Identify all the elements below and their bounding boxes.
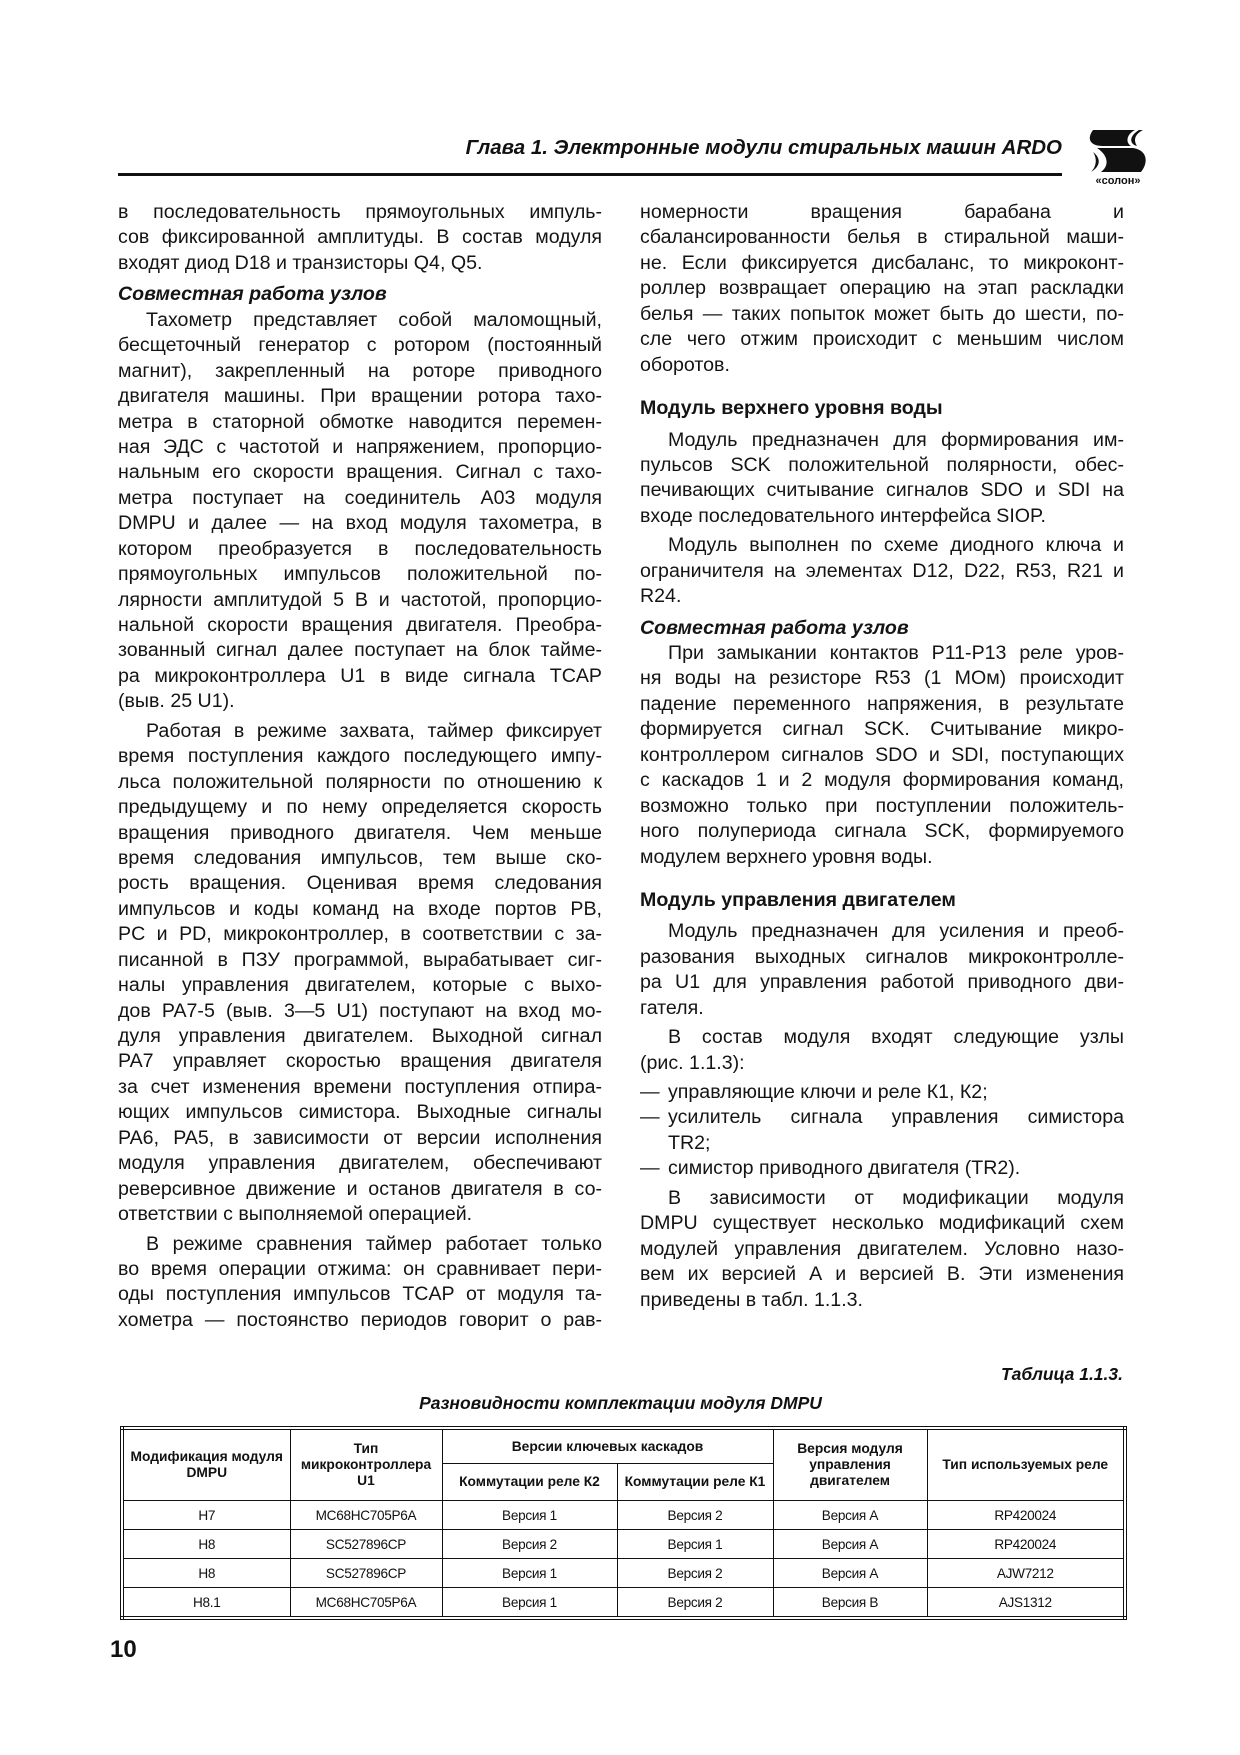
table-row bbox=[122, 1530, 1125, 1559]
text-line: льса положительной полярности по отношению к bbox=[118, 770, 602, 793]
left-text-column bbox=[118, 200, 602, 1333]
bullet-text-line: симистор приводного двигателя (TR2). bbox=[668, 1157, 1021, 1180]
text-line: формируется сигнал SCK. Считывание микро- bbox=[640, 718, 1124, 741]
cell-relay-type: RP420024 bbox=[927, 1530, 1125, 1559]
paragraph-first-line: В состав модуля входят следующие узлы bbox=[668, 1026, 1124, 1049]
text-line: бесщеточный генератор с ротором (постоянный bbox=[118, 334, 602, 357]
text-line: модулем верхнего уровня воды. bbox=[640, 845, 933, 868]
text-line: зованный сигнал далее поступает на блок тайме- bbox=[118, 639, 602, 662]
header-motor-module-version: Версия модуля управления двигателем bbox=[773, 1428, 927, 1501]
cell-modification: H7 bbox=[122, 1501, 290, 1530]
paragraph-first-line: Тахометр представляет собой маломощный, bbox=[146, 308, 602, 331]
text-line: DMPU существует несколько модификаций схем bbox=[640, 1212, 1124, 1235]
text-line: падение переменного напряжения, в результате bbox=[640, 692, 1124, 715]
text-line: разования выходных сигналов микроконтролле- bbox=[640, 945, 1124, 968]
section-heading: Модуль управления двигателем bbox=[640, 888, 956, 911]
header-k2-switching: Коммутации реле К2 bbox=[442, 1464, 617, 1501]
text-line: входе последовательного интерфейса SIOP. bbox=[640, 504, 1046, 527]
text-line: контроллером сигналов SDO и SDI, поступающих bbox=[640, 743, 1124, 766]
paragraph-first-line: Модуль предназначен для усиления и преоб- bbox=[668, 920, 1124, 943]
text-line: дов PA7-5 (выв. 3—5 U1) поступают на вход мо- bbox=[118, 999, 602, 1022]
text-line: сбалансированности белья в стиральной маши- bbox=[640, 226, 1124, 249]
text-line: прямоугольных импульсов положительной по- bbox=[118, 563, 602, 586]
bullet-text bbox=[668, 1156, 1124, 1181]
bullet-list-item bbox=[640, 1080, 1124, 1105]
text-line: во время операции отжима: он сравнивает пери- bbox=[118, 1257, 602, 1280]
text-line: нальной скорости вращения двигателя. Преобра- bbox=[118, 614, 602, 636]
dmpu-variants-table bbox=[120, 1426, 1127, 1620]
text-line: возможно только при поступлении положитель- bbox=[640, 794, 1124, 817]
text-line: вращения приводного двигателя. Чем меньше bbox=[118, 821, 602, 844]
header-rule bbox=[118, 173, 1062, 176]
text-line: ня воды на резисторе R53 (1 МОм) происходит bbox=[640, 667, 1124, 690]
text-line: печивающих считывание сигналов SDO и SDI на bbox=[640, 479, 1124, 502]
paragraph-first-line: В режиме сравнения таймер работает только bbox=[146, 1232, 602, 1255]
bullet-text-line: усилитель сигнала управления симистора bbox=[668, 1106, 1124, 1129]
text-line: котором преобразуется в последовательность bbox=[118, 537, 602, 560]
text-line: сле чего отжим происходит с меньшим числом bbox=[640, 328, 1124, 351]
cell-k1-version: Версия 2 bbox=[617, 1588, 773, 1619]
table-title: Разновидности комплектации модуля DMPU bbox=[419, 1393, 822, 1413]
cell-mcu-type: MC68HC705P6A bbox=[290, 1501, 442, 1530]
text-line: магнит), закрепленный на роторе приводного bbox=[118, 359, 602, 382]
text-line: R24. bbox=[640, 585, 682, 608]
text-line: с каскадов 1 и 2 модуля формирования команд, bbox=[640, 769, 1124, 792]
bullet-text-line: TR2; bbox=[668, 1131, 711, 1154]
text-line: дуля управления двигателем. Выходной сигнал bbox=[118, 1025, 602, 1047]
cell-modification: H8 bbox=[122, 1530, 290, 1559]
cell-motor-module-version: Версия В bbox=[773, 1588, 927, 1619]
subsection-heading: Совместная работа узлов bbox=[640, 616, 909, 639]
text-line: оборотов. bbox=[640, 353, 730, 376]
header-key-stage-versions: Версии ключевых каскадов bbox=[442, 1428, 773, 1464]
paragraph-first-line: При замыкании контактов P11-P13 реле уров- bbox=[668, 642, 1124, 664]
text-line: сов фиксированной амплитуды. В состав модуля bbox=[118, 226, 602, 249]
text-line: номерности вращения барабана и bbox=[640, 201, 1124, 223]
text-line: ответствии с выполняемой операцией. bbox=[118, 1203, 473, 1226]
cell-k2-version: Версия 2 bbox=[442, 1530, 617, 1559]
text-line: лярности амплитудой 5 В и частотой, пропорцио- bbox=[118, 588, 602, 611]
text-line: время следования импульсов, тем выше ско- bbox=[118, 846, 602, 869]
cell-k2-version: Версия 1 bbox=[442, 1588, 617, 1619]
page-number: 10 bbox=[110, 1636, 137, 1663]
text-line: налы управления двигателем, которые с выхо- bbox=[118, 974, 602, 997]
text-line: модуля управления двигателем, обеспечивают bbox=[118, 1152, 602, 1175]
text-line: за счет изменения времени поступления отпира- bbox=[118, 1075, 602, 1098]
subsection-heading: Совместная работа узлов bbox=[118, 283, 387, 306]
bullet-text-line: управляющие ключи и реле К1, К2; bbox=[668, 1081, 988, 1103]
text-line: двигателя машины. При вращении ротора тахо- bbox=[118, 385, 602, 408]
cell-k1-version: Версия 2 bbox=[617, 1501, 773, 1530]
text-line: (рис. 1.1.3): bbox=[640, 1051, 745, 1074]
cell-k1-version: Версия 1 bbox=[617, 1530, 773, 1559]
cell-k1-version: Версия 2 bbox=[617, 1559, 773, 1588]
dash-bullet-icon: — bbox=[640, 1106, 660, 1129]
text-line: модулей управления двигателем. Условно назо- bbox=[640, 1237, 1124, 1260]
text-line: PA7 управляет скоростью вращения двигателя bbox=[118, 1050, 602, 1073]
text-line: ная ЭДС с частотой и напряжением, пропорцио- bbox=[118, 435, 602, 458]
bullet-list-item bbox=[640, 1105, 1124, 1156]
text-line: оды поступления импульсов TCAP от модуля та- bbox=[118, 1283, 602, 1306]
header-modification: Модификация модуля DMPU bbox=[122, 1428, 290, 1501]
text-line: ного полупериода сигнала SCK, формируемого bbox=[640, 820, 1124, 843]
paragraph-first-line: Модуль выполнен по схеме диодного ключа и bbox=[668, 534, 1124, 557]
table-row bbox=[122, 1501, 1125, 1530]
cell-mcu-type: SC527896CP bbox=[290, 1559, 442, 1588]
text-line: ограничителя на элементах D12, D22, R53, R21 и bbox=[640, 559, 1124, 582]
text-line: рость вращения. Оценивая время следования bbox=[118, 872, 602, 895]
header-k1-switching: Коммутации реле К1 bbox=[617, 1464, 773, 1501]
text-line: ра микроконтроллера U1 в виде сигнала TCAP bbox=[118, 664, 602, 687]
text-line: не. Если фиксируется дисбаланс, то микроконт- bbox=[640, 251, 1124, 274]
cell-relay-type: RP420024 bbox=[927, 1501, 1125, 1530]
table-row bbox=[122, 1559, 1125, 1588]
text-line: метра в статорной обмотке наводится перемен- bbox=[118, 410, 602, 433]
table-number: Таблица 1.1.3. bbox=[1000, 1364, 1123, 1384]
cell-mcu-type: MC68HC705P6A bbox=[290, 1588, 442, 1619]
publisher-logo-text: «солон» bbox=[1095, 175, 1141, 187]
text-line: писанной в ПЗУ программой, вырабатывает сиг- bbox=[118, 948, 602, 971]
cell-k2-version: Версия 1 bbox=[442, 1501, 617, 1530]
text-line: предыдущему и по нему определяется скорость bbox=[118, 796, 602, 819]
text-line: время поступления каждого последующего импу- bbox=[118, 745, 602, 768]
cell-motor-module-version: Версия А bbox=[773, 1559, 927, 1588]
cell-modification: H8 bbox=[122, 1559, 290, 1588]
paragraph-first-line: В зависимости от модификации модуля bbox=[668, 1186, 1124, 1209]
right-text-column bbox=[640, 200, 1124, 1313]
header-relay-type: Тип используемых реле bbox=[927, 1428, 1125, 1501]
text-line: приведены в табл. 1.1.3. bbox=[640, 1288, 863, 1311]
cell-k2-version: Версия 1 bbox=[442, 1559, 617, 1588]
text-line: нальным его скорости вращения. Сигнал с тахо- bbox=[118, 461, 602, 484]
text-line: хометра — постоянство периодов говорит о рав- bbox=[118, 1308, 602, 1331]
cell-modification: H8.1 bbox=[122, 1588, 290, 1619]
dash-bullet-icon: — bbox=[640, 1157, 660, 1180]
cell-relay-type: AJS1312 bbox=[927, 1588, 1125, 1619]
bullet-text bbox=[668, 1080, 1124, 1105]
text-line: гателя. bbox=[640, 996, 704, 1019]
bullet-list-item bbox=[640, 1156, 1124, 1181]
section-heading: Модуль верхнего уровня воды bbox=[640, 397, 943, 420]
paragraph-first-line: Модуль предназначен для формирования им- bbox=[668, 428, 1124, 451]
text-line: белья — таких попыток может быть до шести, по- bbox=[640, 302, 1124, 325]
text-line: ра U1 для управления работой приводного дви- bbox=[640, 971, 1124, 994]
text-line: PA6, PA5, в зависимости от версии исполнения bbox=[118, 1126, 602, 1149]
text-line: вем их версией А и версией В. Эти изменения bbox=[640, 1263, 1124, 1286]
text-line: (выв. 25 U1). bbox=[118, 690, 235, 713]
text-line: ющих импульсов симистора. Выходные сигналы bbox=[118, 1101, 602, 1124]
cell-motor-module-version: Версия А bbox=[773, 1530, 927, 1559]
table-row bbox=[122, 1588, 1125, 1619]
cell-mcu-type: SC527896CP bbox=[290, 1530, 442, 1559]
header-mcu-type: Тип микроконтроллера U1 bbox=[290, 1428, 442, 1501]
text-line: входят диод D18 и транзисторы Q4, Q5. bbox=[118, 251, 483, 274]
text-line: в последовательность прямоугольных импуль- bbox=[118, 201, 602, 223]
text-line: метра поступает на соединитель А03 модуля bbox=[118, 486, 602, 509]
bullet-text bbox=[668, 1105, 1124, 1156]
cell-relay-type: AJW7212 bbox=[927, 1559, 1125, 1588]
dash-bullet-icon: — bbox=[640, 1081, 660, 1103]
text-line: PC и PD, микроконтроллер, в соответствии с за- bbox=[118, 923, 602, 946]
paragraph-first-line: Работая в режиме захвата, таймер фиксирует bbox=[146, 719, 602, 742]
text-line: роллер возвращает операцию на этап раскладки bbox=[640, 277, 1124, 300]
running-header-title: Глава 1. Электронные модули стиральных машин ARDO bbox=[465, 136, 1062, 159]
text-line: пульсов SCK положительной полярности, обес- bbox=[640, 453, 1124, 476]
text-line: реверсивное движение и останов двигателя в со- bbox=[118, 1177, 602, 1200]
text-line: импульсов и коды команд на входе портов PB, bbox=[118, 897, 602, 920]
text-line: DMPU и далее — на вход модуля тахометра, в bbox=[118, 512, 602, 535]
cell-motor-module-version: Версия А bbox=[773, 1501, 927, 1530]
